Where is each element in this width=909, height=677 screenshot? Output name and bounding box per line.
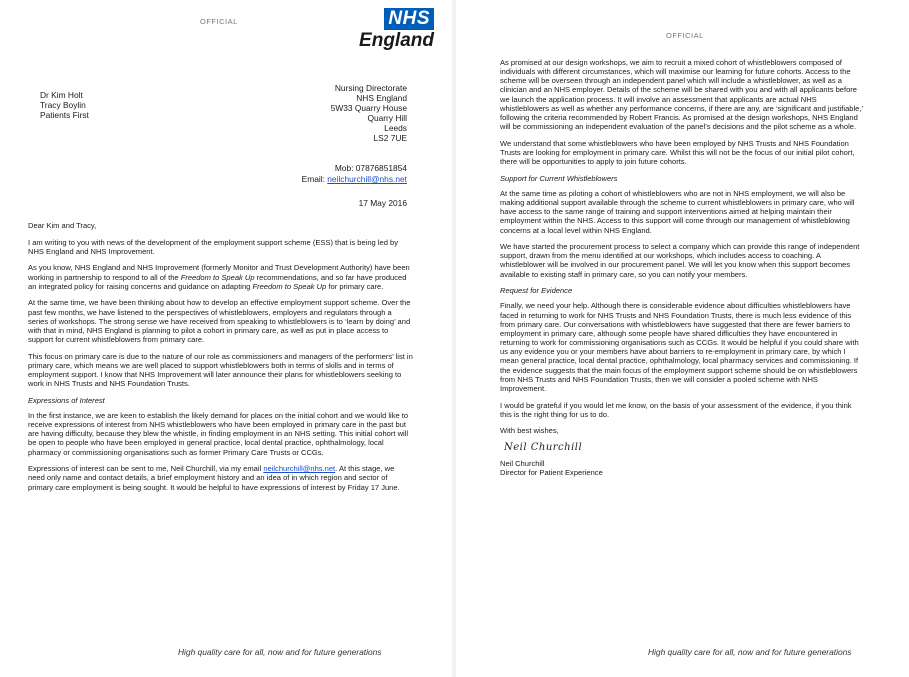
- paragraph: We have started the procurement process to select a company which can provide this range of independent support, drawn from the menu identified at our workshops, which includes access to coaching. A whistleblower will be involved in our procurement panel. We will let you know when this support becomes available to existing staff in primary care, so you can notify your members.: [500, 242, 860, 279]
- paragraph: We understand that some whistleblowers who have been employed by NHS Trusts and NHS Foundation Trusts are looking for employment in primary care. Whilst this will not be the focus of our initial pilot cohort, there will be opportunities to apply to join future cohorts.: [500, 138, 855, 167]
- email-line: [157, 174, 407, 185]
- letter-date: 17 May 2016: [358, 198, 407, 208]
- email-link[interactable]: neilchurchill@nhs.net: [263, 464, 336, 474]
- paragraph: As you know, NHS England and NHS Improvement (formerly Monitor and Trust Development Authority) have been working in partnership to respond to all of the Freedom to Speak Up recommendations, and so far have produced an integrated policy for raising concerns and guidance on adapting Freedom to Speak Up for primary care.: [28, 263, 410, 291]
- sender-line: Nursing Directorate: [334, 83, 407, 93]
- section-heading: Support for Current Whistleblowers: [500, 173, 618, 183]
- email-link[interactable]: neilchurchill@nhs.net: [327, 174, 407, 184]
- nhs-logo-box: NHS: [384, 8, 434, 30]
- salutation: Dear Kim and Tracy,: [28, 221, 97, 230]
- footer-tagline: High quality care for all, now and for future generations: [648, 647, 852, 657]
- section-heading: Request for Evidence: [500, 286, 573, 296]
- mobile-number: Mob: 07876851854: [334, 163, 407, 173]
- sender-line: Quarry Hill: [367, 113, 407, 123]
- letter-body-page-1: [28, 221, 413, 499]
- recipient-line: Dr Kim Holt: [40, 90, 83, 100]
- paragraph: As promised at our design workshops, we aim to recruit a mixed cohort of whistleblowers composed of individuals with different circumstances, which will maximise our learning for future cohorts. Access to the scheme will be overseen through an independent panel which will include a whistleblower, as well as a clinician and an NHS employer. Details of the scheme will be shared with you and with all applicants before we launch the application process. It will involve an assessment that applicants are actual NHS whistleblowers as well as whether any performance concerns, if there are any, are ‘significant and justifiable,’ following the criteria recommended by Robert Francis. As promised at the design workshops, NHS England will be commissioning an independent evaluation of the panel’s decisions and the pilot scheme as a whole.: [500, 58, 863, 132]
- paragraph: In the first instance, we are keen to establish the likely demand for places on the initial cohort and we would like to receive expressions of interest from NHS whistleblowers who have been employed in primary care in the past but are having difficulty, because they blew the whistle, in finding employment in an NHS setting. This initial cohort will be open to people who have been employed in general practice, local dental practice, ophthalmology, local pharmacy or commissioning organisations such as former Primary Care Trusts or CCGs.: [28, 411, 409, 457]
- sender-line: Leeds: [384, 123, 407, 133]
- sender-line: 5W33 Quarry House: [330, 103, 407, 113]
- handwritten-signature: Neil Churchill: [504, 441, 583, 453]
- signatory-title: Director for Patient Experience: [500, 468, 603, 478]
- paragraph: Expressions of interest can be sent to me, Neil Churchill, via my email neilchurchill@nhs.net. At this stage, we need only name and contact details, a brief employment history and an idea of in which region and sector of primary care employment is being sought. It would be helpful to have expressions of interest by Friday 17 June.: [28, 464, 400, 492]
- closing: With best wishes,: [500, 426, 559, 436]
- nhs-england-logo: [350, 8, 434, 52]
- classification-label: OFFICIAL: [200, 17, 238, 26]
- paragraph: This focus on primary care is due to the nature of our role as commissioners and managers of the performers’ list in primary care, which means we are well placed to support whistleblowers both in terms of skills and in terms of employment support. I know that NHS Improvement will later announce their plans for whistleblowers seeking to work in NHS Trusts and NHS Foundation Trusts.: [28, 351, 413, 389]
- recipient-address: [40, 90, 89, 120]
- email-label: Email:: [301, 174, 328, 184]
- paragraph: At the same time as piloting a cohort of whistleblowers who are not in NHS employment, we will also be making additional support available through the scheme to current whistleblowers in primary care, who will have access to the same range of training and support interventions aimed at helping maintain their employment within the NHS. Access to this support will come through our management of whistleblowing concerns at a local level within NHS England.: [500, 188, 855, 235]
- paragraph: I am writing to you with news of the development of the employment support scheme (ESS) that is being led by NHS England and NHS Improvement.: [28, 237, 398, 256]
- paragraph: Finally, we need your help. Although there is considerable evidence about difficulties whistleblowers have faced in returning to work for NHS Trusts and NHS Foundation Trusts, there is much less evidence of this from primary care. Our conversations with whistleblowers have suggested that there are fewer barriers to employment in primary care, although some people have shared difficulties they have encountered in returning to work for commissioning organisations such as CCGs. It would be helpful if you could share with us any evidence you or your members have about barriers to re-employment in primary care, by which I mean general practice, local dental practice, ophthalmology, local pharmacy services and commissioning. If the evidence suggests that the main focus of the employment support scheme should be on whistleblowers from NHS Trusts and NHS Foundation Trusts, then we will consider a pooled scheme with NHS Improvement.: [500, 301, 859, 393]
- signatory-name: Neil Churchill: [500, 459, 545, 469]
- paragraph: At the same time, we have been thinking about how to develop an effective employment support scheme. Over the past few months, we have listened to the perspectives of whistleblowers, employers and regulators through a series of workshops. The strong sense we have received from speaking to whistleblowers is to ‘learn by doing’ and with that in mind, NHS England is planning to pilot a cohort in primary care, as well as put in place access to support for current whistleblowers from primary care.: [28, 298, 411, 345]
- letter-page-2: [456, 0, 909, 677]
- sender-line: NHS England: [356, 93, 407, 103]
- sender-address: [207, 83, 407, 143]
- letter-page-1: [0, 0, 452, 677]
- nhs-logo-region: England: [359, 30, 434, 51]
- recipient-line: Tracy Boylin: [40, 100, 86, 110]
- paragraph: I would be grateful if you would let me know, on the basis of your assessment of the evidence, if you think this is the right thing for us to do.: [500, 400, 852, 419]
- recipient-line: Patients First: [40, 110, 89, 120]
- footer-tagline: High quality care for all, now and for future generations: [178, 647, 382, 657]
- sender-line: LS2 7UE: [373, 133, 407, 143]
- section-heading: Expressions of Interest: [28, 395, 105, 405]
- sender-contact: [157, 163, 407, 185]
- classification-label: OFFICIAL: [666, 31, 704, 40]
- letter-body-page-2: [500, 58, 865, 477]
